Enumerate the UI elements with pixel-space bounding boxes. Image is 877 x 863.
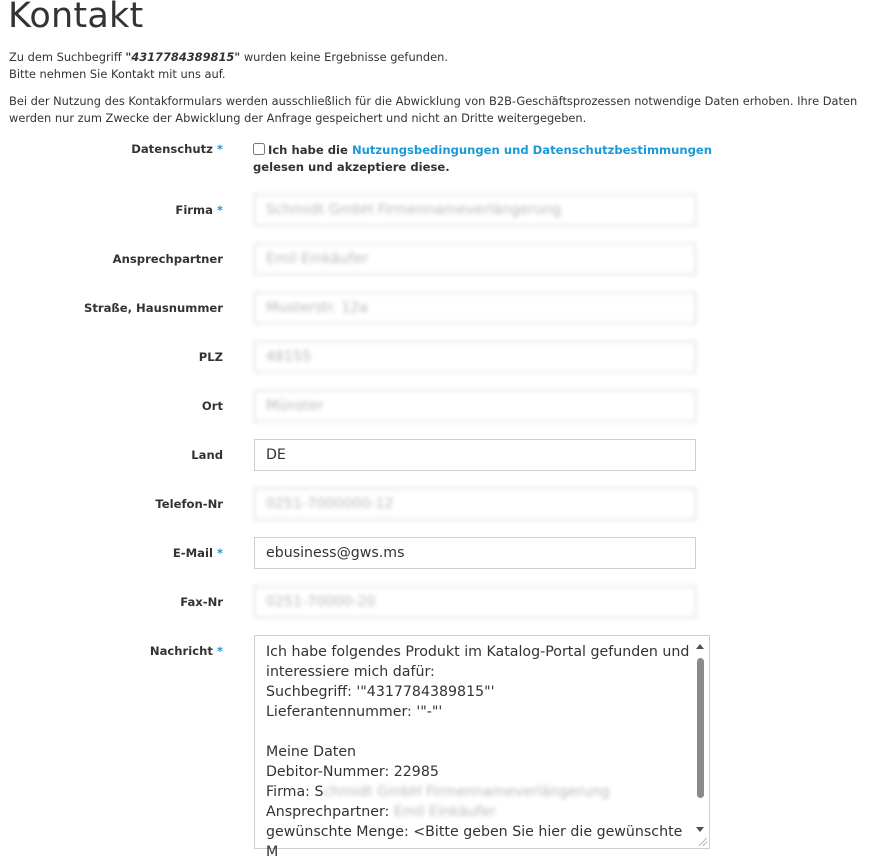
land-label: Land: [191, 448, 223, 462]
datenschutz-checkbox[interactable]: [253, 143, 265, 155]
nachricht-line: Debitor-Nummer: 22985: [266, 764, 439, 780]
land-input[interactable]: [254, 439, 696, 471]
strasse-label: Straße, Hausnummer: [83, 301, 223, 315]
nachricht-content: [266, 642, 690, 862]
nachricht-line: Suchbegriff: '"4317784389815"': [266, 684, 495, 700]
consent-text-before: Ich habe die: [268, 143, 352, 157]
nachricht-line: [266, 722, 686, 742]
nachricht-line: Meine Daten: [266, 744, 357, 760]
nachricht-line: gewünschte Menge: <Bitte geben Sie hier die gewünschte: [266, 824, 683, 840]
email-input[interactable]: [254, 537, 696, 569]
nachricht-label: Nachricht *: [149, 644, 223, 658]
nachricht-line: Firma: Schmidt GmbH Firmennameverlängerung: [266, 784, 610, 800]
intro-suffix: wurden keine Ergebnisse gefunden.: [240, 50, 448, 64]
terms-link[interactable]: Nutzungsbedingungen und Datenschutzbestimmungen: [351, 143, 713, 157]
ansprechpartner-redacted: Emil Einkäufer: [393, 804, 497, 820]
fax-input[interactable]: [254, 586, 696, 618]
plz-input[interactable]: [254, 341, 696, 373]
nachricht-line: Lieferantennummer: '"-"': [266, 704, 443, 720]
nachricht-line: interessiere mich dafür:: [266, 664, 435, 680]
ort-label: Ort: [201, 399, 223, 413]
consent-text-after: gelesen und akzeptiere diese.: [253, 160, 450, 174]
privacy-notice-line1: Bei der Nutzung des Kontakformulars werden ausschließlich für die Abwicklung von B2B-Geschäftsprozessen notwendige Daten erhoben. Ihre Daten: [9, 94, 858, 108]
intro-line2: Bitte nehmen Sie Kontakt mit uns auf.: [9, 66, 226, 81]
datenschutz-consent: [253, 142, 712, 176]
datenschutz-label: Datenschutz *: [131, 142, 223, 156]
nachricht-line: M: [266, 844, 279, 860]
privacy-notice: [9, 93, 869, 126]
firma-input[interactable]: [254, 194, 696, 226]
nachricht-textarea[interactable]: [254, 635, 710, 860]
intro-prefix: Zu dem Suchbegriff: [9, 50, 126, 64]
nachricht-line: Ansprechpartner: Emil Einkäufer: [266, 804, 497, 820]
fax-label: Fax-Nr: [180, 595, 223, 609]
ort-input[interactable]: [254, 390, 696, 422]
nachricht-line: Ich habe folgendes Produkt im Katalog-Portal gefunden und: [266, 644, 690, 660]
telefon-input[interactable]: [254, 488, 696, 520]
textarea-scrollbar[interactable]: [692, 636, 709, 848]
privacy-notice-line2: werden nur zum Zwecke der Abwicklung der Anfrage gespeichert und nicht an Dritte weitergegeben.: [9, 110, 587, 125]
page-title: Kontakt: [8, 0, 144, 36]
telefon-label: Telefon-Nr: [155, 497, 223, 511]
scroll-up-icon[interactable]: [696, 644, 704, 649]
resize-handle-icon[interactable]: [699, 838, 707, 846]
firma-redacted: chmidt GmbH Firmennameverlängerung: [323, 784, 610, 800]
scroll-thumb[interactable]: [697, 658, 704, 798]
strasse-input[interactable]: [254, 292, 696, 324]
search-result-message: [9, 49, 448, 82]
ansprechpartner-label: Ansprechpartner: [112, 252, 223, 266]
ansprechpartner-input[interactable]: [254, 243, 696, 275]
scroll-down-icon[interactable]: [696, 827, 704, 832]
search-term: "4317784389815": [125, 50, 241, 64]
firma-label: Firma *: [175, 203, 223, 217]
email-label: E-Mail *: [172, 546, 223, 560]
plz-label: PLZ: [198, 350, 223, 364]
